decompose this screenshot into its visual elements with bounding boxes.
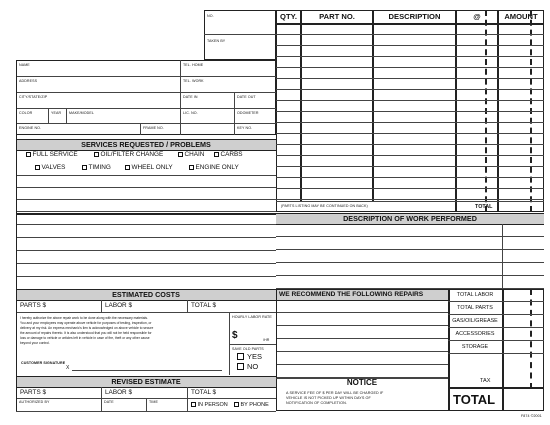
form-code: F874 ©2001 xyxy=(521,414,542,418)
work-line xyxy=(276,262,544,263)
authorization-line: the amount of repairs thereto. It is also understood that you will not be held responsible for xyxy=(20,331,152,335)
col-amount: AMOUNT xyxy=(504,12,538,21)
date-out-label: DATE OUT xyxy=(237,95,256,99)
work-line xyxy=(276,236,544,237)
totals-row-line xyxy=(448,353,544,354)
totals-row-line xyxy=(448,327,544,328)
col-each: @ xyxy=(473,12,481,21)
frame-no-label: FRAME NO. xyxy=(143,126,164,130)
parts-row-line xyxy=(276,34,544,35)
divider xyxy=(16,411,276,412)
engine-no-label: ENGINE NO. xyxy=(19,126,42,130)
service-option[interactable]: CHAIN xyxy=(178,151,204,159)
hourly-rate-label: HOURLY LABOR RATE xyxy=(232,315,272,319)
city-label: CITY/STATE/ZIP xyxy=(19,95,48,99)
service-option[interactable]: TIMING xyxy=(82,164,111,172)
col-divider xyxy=(300,10,302,201)
parts-row-line xyxy=(276,144,544,145)
est-total-label: TOTAL $ xyxy=(191,302,217,309)
col-qty: QTY. xyxy=(280,12,297,21)
notice-line-2: VEHICLE IS NOT PICKED UP WITHIN DAYS OF xyxy=(286,396,371,400)
address-label: ADDRESS xyxy=(19,79,38,83)
make-model-label: MAKE/MODEL xyxy=(69,111,94,115)
divider xyxy=(204,34,276,35)
parts-row-line xyxy=(276,56,544,57)
authorization-line: loss or damage to vehicle or articles left in vehicle in case of fire, theft or any other cause xyxy=(20,336,150,340)
totals-label: ACCESSORIES xyxy=(455,331,495,337)
save-old-parts-label: SAVE OLD PARTS xyxy=(232,347,264,351)
parts-row-line xyxy=(276,166,544,167)
service-option[interactable]: ENGINE ONLY xyxy=(189,164,239,172)
work-performed-title: DESCRIPTION OF WORK PERFORMED xyxy=(276,213,544,225)
recommend-title: WE RECOMMEND THE FOLLOWING REPAIRS xyxy=(276,289,449,301)
rev-parts-label: PARTS $ xyxy=(20,389,47,396)
tel-work-label: TEL. WORK xyxy=(183,79,204,83)
parts-row-line xyxy=(276,45,544,46)
authorization-line: delivery at my risk. An express mechanic's lien is acknowledged on above vehicle to secure xyxy=(20,326,154,330)
year-label: YEAR xyxy=(51,111,62,115)
order-number-box xyxy=(204,10,276,60)
parts-continued-note: (PARTS LISTING MAY BE CONTINUED ON BACK) xyxy=(281,204,368,208)
col-divider xyxy=(372,10,374,201)
totals-label: TOTAL LABOR xyxy=(456,292,494,298)
taken-by-label: TAKEN BY xyxy=(207,39,226,43)
customer-signature-label: CUSTOMER SIGNATURE xyxy=(21,361,66,365)
rev-total-label: TOTAL $ xyxy=(191,389,217,396)
totals-row-line xyxy=(448,314,544,315)
odometer-label: ODOMETER xyxy=(237,111,259,115)
est-parts-label: PARTS $ xyxy=(20,302,47,309)
notice-line-3: NOTIFICATION OF COMPLETION. xyxy=(286,401,348,405)
work-line xyxy=(276,275,544,276)
rev-date-label: DATE xyxy=(104,400,114,404)
signature-marker: X xyxy=(66,365,70,371)
parts-row-line xyxy=(276,122,544,123)
left-edge xyxy=(16,60,276,411)
parts-row-line xyxy=(276,155,544,156)
date-in-label: DATE IN xyxy=(183,95,198,99)
parts-row-line xyxy=(276,78,544,79)
parts-header-rule xyxy=(276,23,544,25)
parts-row-line xyxy=(276,188,544,189)
rev-time-label: TIME xyxy=(149,400,158,404)
totals-label: TOTAL PARTS xyxy=(457,305,493,311)
authorization-line: beyond your control. xyxy=(20,341,50,345)
divider xyxy=(502,224,503,288)
no-label: NO xyxy=(247,362,259,371)
in-person-option[interactable]: IN PERSON xyxy=(191,401,228,409)
tax-label: TAX xyxy=(480,378,491,384)
rev-labor-label: LABOR $ xyxy=(105,389,132,396)
authorization-line: I hereby authorize the above repair work to be done along with the necessary materials. xyxy=(20,316,148,320)
name-label: NAME xyxy=(19,63,30,67)
estimated-costs-title: ESTIMATED COSTS xyxy=(16,289,276,301)
hourly-rate-dollar: $ xyxy=(232,330,238,341)
col-description: DESCRIPTION xyxy=(388,12,441,21)
service-option[interactable]: OIL/FILTER CHANGE xyxy=(94,151,163,159)
continued-rule xyxy=(276,201,544,202)
totals-label: GAS/OIL/GREASE xyxy=(452,318,498,324)
totals-label: STORAGE xyxy=(461,344,489,350)
parts-row-line xyxy=(276,89,544,90)
authorization-line: You and your employees may operate above vehicle for purposes of testing, inspection, or xyxy=(20,321,152,325)
totals-row-line xyxy=(448,340,544,341)
authorized-by-label: AUTHORIZED BY xyxy=(19,400,50,404)
grand-total-label: TOTAL xyxy=(453,392,496,407)
col-part-no: PART NO. xyxy=(319,12,355,21)
service-option[interactable]: CARBS xyxy=(214,151,243,159)
tel-home-label: TEL. HOME xyxy=(183,63,204,67)
service-option[interactable]: WHEEL ONLY xyxy=(125,164,173,172)
est-labor-label: LABOR $ xyxy=(105,302,132,309)
by-phone-option[interactable]: BY PHONE xyxy=(234,401,269,409)
hourly-rate-suffix[interactable]: /HR xyxy=(263,338,270,342)
parts-row-line xyxy=(276,177,544,178)
service-option[interactable]: VALVES xyxy=(35,164,65,172)
color-label: COLOR xyxy=(19,111,33,115)
divider xyxy=(448,387,544,389)
work-line xyxy=(276,249,544,250)
parts-row-line xyxy=(276,100,544,101)
parts-row-line xyxy=(276,111,544,112)
service-option[interactable]: FULL SERVICE xyxy=(26,151,78,159)
key-no-label: KEY NO. xyxy=(237,126,253,130)
totals-row-line xyxy=(448,301,544,302)
parts-row-line xyxy=(276,67,544,68)
lic-no-label: LIC. NO. xyxy=(183,111,198,115)
parts-row-line xyxy=(276,133,544,134)
notice-title: NOTICE xyxy=(346,378,378,387)
notice-line-1: A SERVICE FEE OF $ PER DAY WILL BE CHARGED IF xyxy=(286,391,384,395)
revised-estimate-title: REVISED ESTIMATE xyxy=(16,376,276,388)
order-number-label: NO. xyxy=(207,14,214,18)
yes-label: YES xyxy=(247,352,263,361)
parts-row-line xyxy=(276,199,544,200)
parts-total-label: TOTAL xyxy=(475,204,493,210)
services-title: SERVICES REQUESTED / PROBLEMS xyxy=(16,139,276,151)
